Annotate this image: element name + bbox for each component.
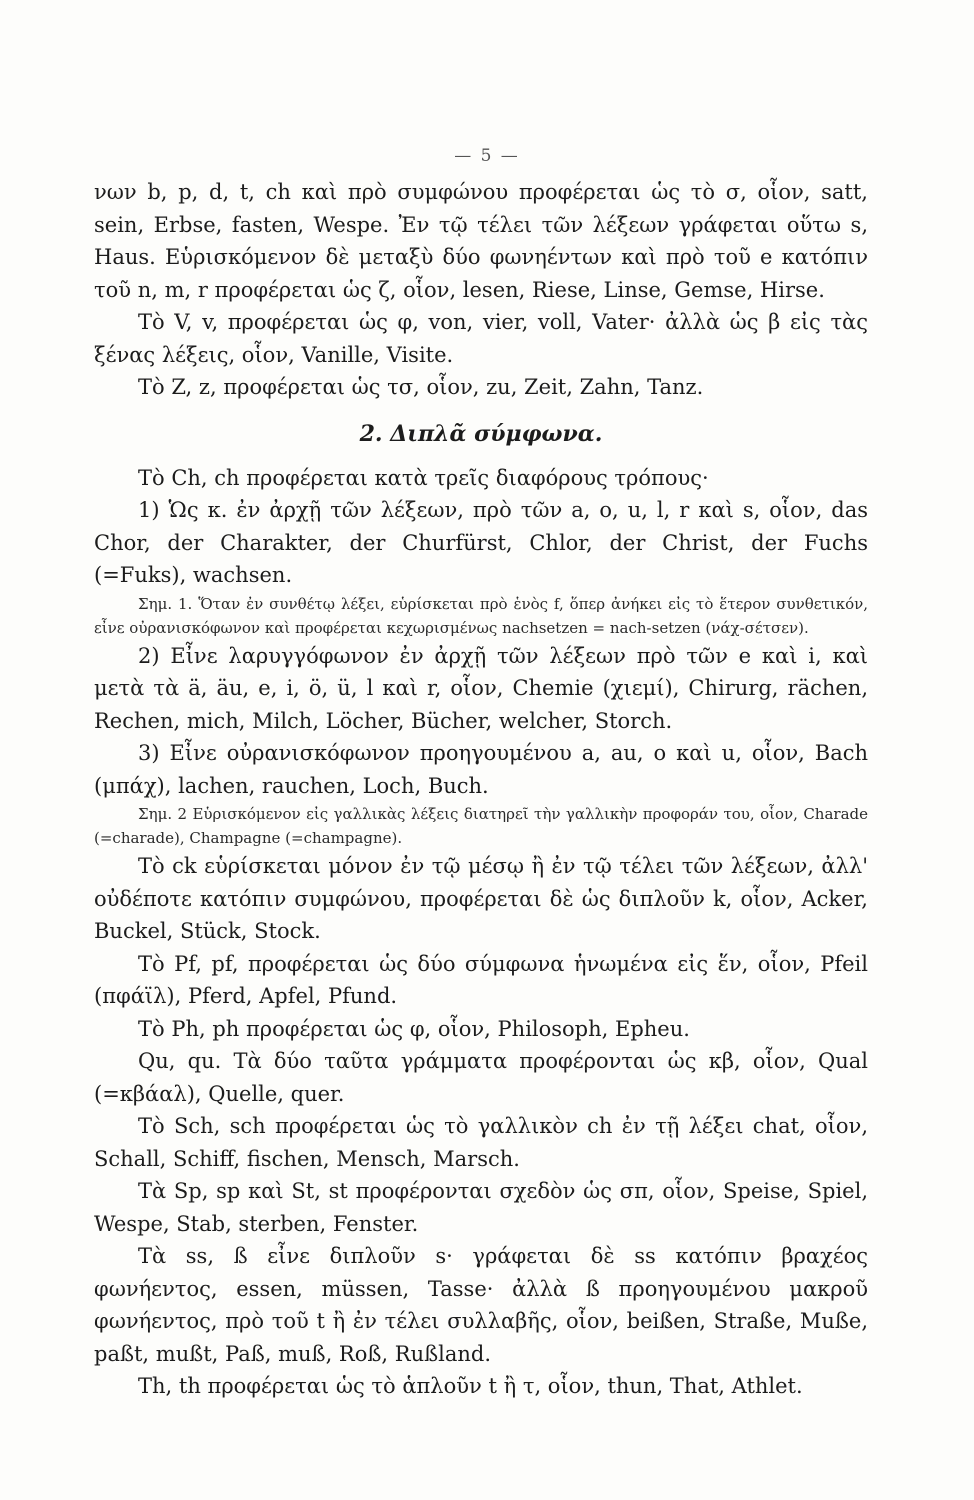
paragraph-ck: Τὸ ck εὑρίσκεται μόνον ἐν τῷ μέσῳ ἢ ἐν τῷ τέλει τῶν λέξεων, ἀλλ' οὐδέποτε κατόπιν συμφώνου, προφέρεται δὲ ὡς διπλοῦν k, οἷον, Acker, Buckel, Stück, Stock. <box>94 854 868 943</box>
page-body <box>94 176 868 1403</box>
paragraph-s-pronunciation: νων b, p, d, t, ch καὶ πρὸ συμφώνου προφέρεται ὡς τὸ σ, οἷον, satt, sein, Erbse, fasten, Wespe. Ἐν τῷ τέλει τῶν λέξεων γράφεται οὕτω s, Haus. Εὑρισκόμενον δὲ μεταξὺ δύο φωνηέντων καὶ πρὸ τοῦ e κατόπιν τοῦ n, m, r προφέρεται ὡς ζ, οἷον, lesen, Riese, Linse, Gemse, Hirse. <box>94 180 868 302</box>
paragraph-ch-rule-2: 2) Εἶνε λαρυγγόφωνον ἐν ἀρχῇ τῶν λέξεων πρὸ τῶν e καὶ i, καὶ μετὰ τὰ ä, äu, e, i, ö, ü, l καὶ r, οἷον, Chemie (χιεμί), Chirurg, rächen, Rechen, mich, Milch, Löcher, Bücher, welcher, Storch. <box>94 643 868 733</box>
paragraph-ch-rule-3: 3) Εἶνε οὐρανισκόφωνον προηγουμένου a, au, o καὶ u, οἷον, Bach (μπάχ), lachen, rauchen, Loch, Buch. <box>94 741 868 798</box>
paragraph-pf: Τὸ Pf, pf, προφέρεται ὡς δύο σύμφωνα ἡνωμένα εἰς ἕν, οἷον, Pfeil (πφάϊλ), Pferd, Apfel, Pfund. <box>94 951 868 1008</box>
section-heading: 2. Διπλᾶ σύμφωνα. <box>359 420 603 447</box>
paragraph-ch-intro: Τὸ Ch, ch προφέρεται κατὰ τρεῖς διαφόρους τρόπους· <box>138 465 709 490</box>
footnote-1: Σημ. 1. Ὅταν ἐν συνθέτῳ λέξει, εὑρίσκεται πρὸ ἑνὸς f, ὅπερ ἀνήκει εἰς τὸ ἕτερον συνθετικόν, εἶνε οὐρανισκόφωνον καὶ προφέρεται κεχωρισμένως nachsetzen = nach-setzen (νάχ-σέτσεν). <box>94 594 868 637</box>
paragraph-ph: Τὸ Ph, ph προφέρεται ὡς φ, οἷον, Philosoph, Epheu. <box>138 1016 690 1041</box>
page-number: — 5 — <box>454 146 520 166</box>
paragraph-v-pronunciation: Τὸ V, v, προφέρεται ὡς φ, von, vier, voll, Vater· ἀλλὰ ὡς β εἰς τὰς ξένας λέξεις, οἷον, Vanille, Visite. <box>94 310 868 367</box>
paragraph-sch: Τὸ Sch, sch προφέρεται ὡς τὸ γαλλικὸν ch ἐν τῇ λέξει chat, οἷον, Schall, Schiff, fischen, Mensch, Marsch. <box>94 1114 868 1171</box>
paragraph-qu: Qu, qu. Τὰ δύο ταῦτα γράμματα προφέρονται ὡς κβ, οἷον, Qual (=κβάαλ), Quelle, quer. <box>94 1049 868 1106</box>
paragraph-z-pronunciation: Τὸ Z, z, προφέρεται ὡς τσ, οἷον, zu, Zeit, Zahn, Tanz. <box>138 375 704 399</box>
paragraph-ch-rule-1: 1) Ὡς κ. ἐν ἀρχῇ τῶν λέξεων, πρὸ τῶν a, o, u, l, r καὶ s, οἷον, das Chor, der Charakter, der Churfürst, Chlor, der Christ, der Fuchs (=Fuks), wachsen. <box>94 498 868 587</box>
footnote-2: Σημ. 2 Εὑρισκόμενον εἰς γαλλικὰς λέξεις διατηρεῖ τὴν γαλλικὴν προφοράν του, οἷον, Charade (=charade), Champagne (=champagne). <box>94 805 868 847</box>
paragraph-ss: Τὰ ss, ß εἶνε διπλοῦν s· γράφεται δὲ ss κατόπιν βραχέος φωνήεντος, essen, müssen, Tasse· ἀλλὰ ß προηγουμένου μακροῦ φωνήεντος, πρὸ τοῦ t ἢ ἐν τέλει συλλαβῆς, οἷον, beißen, Straße, Muße, paßt, mußt, Paß, muß, Roß, Rußland. <box>94 1244 868 1366</box>
paragraph-sp-st: Τὰ Sp, sp καὶ St, st προφέρονται σχεδὸν ὡς σπ, οἷον, Speise, Spiel, Wespe, Stab, sterben, Fenster. <box>94 1179 868 1236</box>
paragraph-th: Th, th προφέρεται ὡς τὸ ἁπλοῦν t ἢ τ, οἷον, thun, That, Athlet. <box>138 1374 803 1398</box>
